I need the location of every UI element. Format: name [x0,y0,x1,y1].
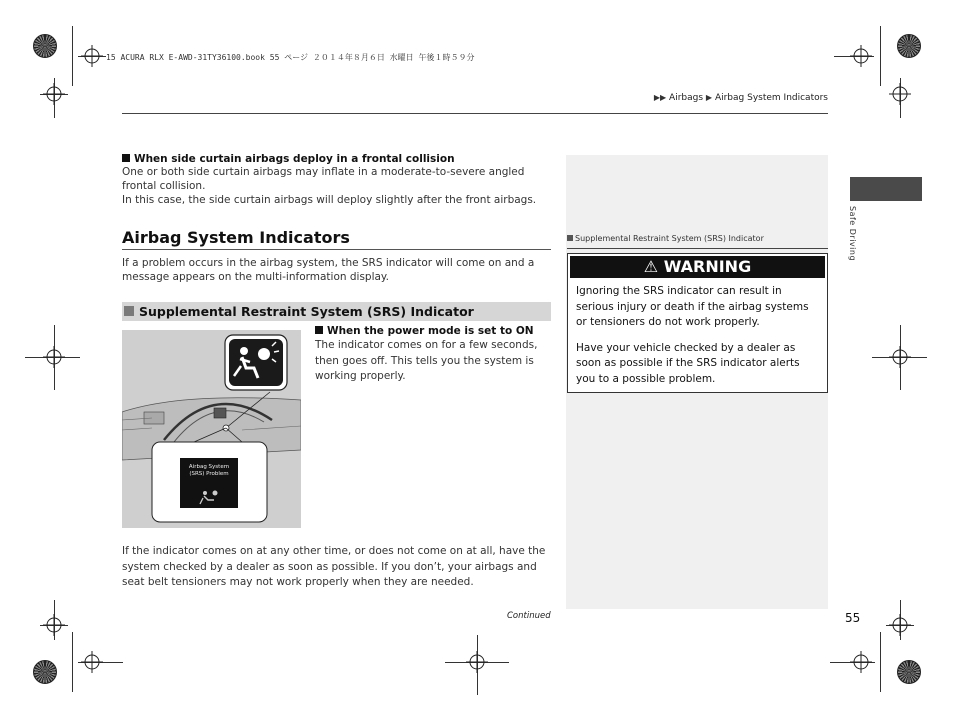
title-rule [122,249,551,250]
header-rule [122,113,828,114]
srs-section-title: Supplemental Restraint System (SRS) Indicator [139,304,474,319]
warning-box [567,253,828,393]
crosshair-icon [850,45,872,67]
square-bullet-icon [124,306,134,316]
square-bullet-icon [122,154,130,162]
arrow-right-icon: ▶ [705,93,713,102]
display-line-1: Airbag System [188,464,230,470]
continued-label: Continued [507,611,551,621]
crosshair-icon [43,346,65,368]
side-curtain-para1: One or both side curtain airbags may inflate in a moderate-to-severe angled frontal collision. [122,166,525,192]
double-arrow-icon: ▶▶ [653,93,667,102]
chapter-tab-label: Safe Driving [848,206,857,262]
breadcrumb-item-airbags[interactable]: Airbags [669,93,704,103]
side-note-ref-text[interactable]: Supplemental Restraint System (SRS) Indicator [575,234,764,243]
srs-display-message [180,464,238,478]
crosshair-icon [43,83,65,105]
side-curtain-para2: In this case, the side curtain airbags will deploy slightly after the front airbags. [122,194,537,206]
display-line-2: (SRS) Problem [189,471,229,477]
page-number: 55 [845,611,861,625]
power-mode-block [315,325,545,385]
crosshair-icon [81,651,103,673]
side-note-ref [567,234,764,243]
power-mode-heading: When the power mode is set to ON [327,325,534,337]
crosshair-icon [889,83,911,105]
page-title: Airbag System Indicators [122,228,350,247]
crosshair-icon [850,651,872,673]
srs-section-header [122,302,551,321]
warning-para2: Have your vehicle checked by a dealer as soon as possible if the SRS indicator alerts you to a possible problem. [576,341,800,385]
side-curtain-heading: When side curtain airbags deploy in a frontal collision [134,153,455,165]
crosshair-icon [43,614,65,636]
crosshair-icon [889,614,911,636]
srs-dashboard-illustration [122,330,301,528]
warning-para1: Ignoring the SRS indicator can result in serious injury or death if the airbag systems or tensioners do not work properly. [576,285,809,328]
crosshair-icon [889,346,911,368]
dashboard-icon [122,330,301,528]
warning-header [570,256,825,278]
chapter-tab[interactable] [850,177,922,201]
square-bullet-icon [315,326,323,334]
side-note-rule [567,248,828,249]
warning-triangle-icon: ⚠ [643,257,659,276]
warning-label: WARNING [663,257,752,276]
crosshair-icon [466,651,488,673]
power-mode-text: The indicator comes on for a few seconds, then goes off. This tells you the system is working properly. [315,339,538,382]
breadcrumb [654,93,828,103]
section-intro: If a problem occurs in the airbag system, the SRS indicator will come on and a message appears on the multi-information display. [122,257,535,283]
srs-bottom-text: If the indicator comes on at any other time, or does not come on at all, have the system checked by a dealer as soon as possible. If you don’t, your airbags and seat belt tensioners may not work properly when they are needed. [122,545,546,588]
print-header: 15 ACURA RLX E-AWD-31TY36100.book 55 ページ ２０１４年８月６日 水曜日 午後１時５９分 [106,53,475,62]
breadcrumb-item-indicators[interactable]: Airbag System Indicators [714,93,828,103]
crosshair-icon [81,45,103,67]
side-curtain-block [122,153,552,207]
reference-icon [567,235,573,241]
